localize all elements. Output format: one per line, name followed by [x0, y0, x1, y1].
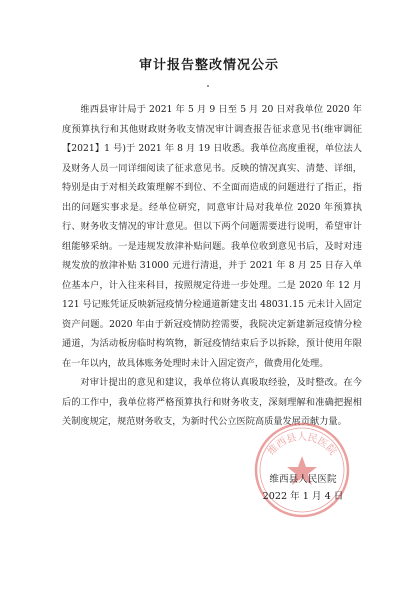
decorative-dot — [207, 85, 209, 87]
signature-block — [248, 471, 358, 505]
signature-date: 2022 年 1 月 4 日 — [262, 491, 344, 502]
svg-text:维西县人民医院: 维西县人民医院 — [266, 432, 338, 458]
paragraph-1: 维西县审计局于 2021 年 5 月 9 日至 5 月 20 日对我单位 2020 年度预算执行和其他财政财务收支情况审计调查报告征求意见书(维审调征【2021】1 号)于 2021 年 8 月 19 日收悉。我单位高度重视，单位法人及财务人员一同详细阅读了征求意见书。反映的情况真实、清楚、详细，特别是由于对相关政策理解不到位、不全面而造成的问题进行了指正，指出的问题实事求是。经单位研究，同意审计局对我单位 2020 年预算执行、财务收支情况的审计意见。但以下两个问题需要进行说明，希望审计组能够采纳。一是违规发放津补贴问题。我单位收到意见书后，及时对违规发放的放津补贴 31000 元进行清退，并于 2021 年 8 月 25 日存入单位基本户，计入往来科目，按照规定待进一步处理。二是 2020 年 12 月 121 号记账凭证反映新冠疫情分检通道新建支出 48031.15 元未计入固定资产问题。2020 年由于新冠疫情防控需要，我院决定新建新冠疫情分检通道，为活动板房临时构筑物，新冠疫情结束后予以拆除，预计使用年限在一年以内，故具体账务处理时未计入固定资产，做费用化处理。 — [62, 104, 362, 369]
paragraph-2: 对审计提出的意见和建议，我单位将认真吸取经验，及时整改。在今后的工作中，我单位将严格预算执行和财务收支，深刻理解和准确把握相关制度规定，规范财务收支，为新时代公立医院高质量发展贡献力量。 — [62, 377, 362, 427]
document-body — [62, 100, 362, 432]
document-title: 审计报告整改情况公示 — [138, 58, 279, 73]
official-seal-icon — [246, 414, 358, 526]
signature-org: 维西县人民医院 — [269, 474, 337, 485]
